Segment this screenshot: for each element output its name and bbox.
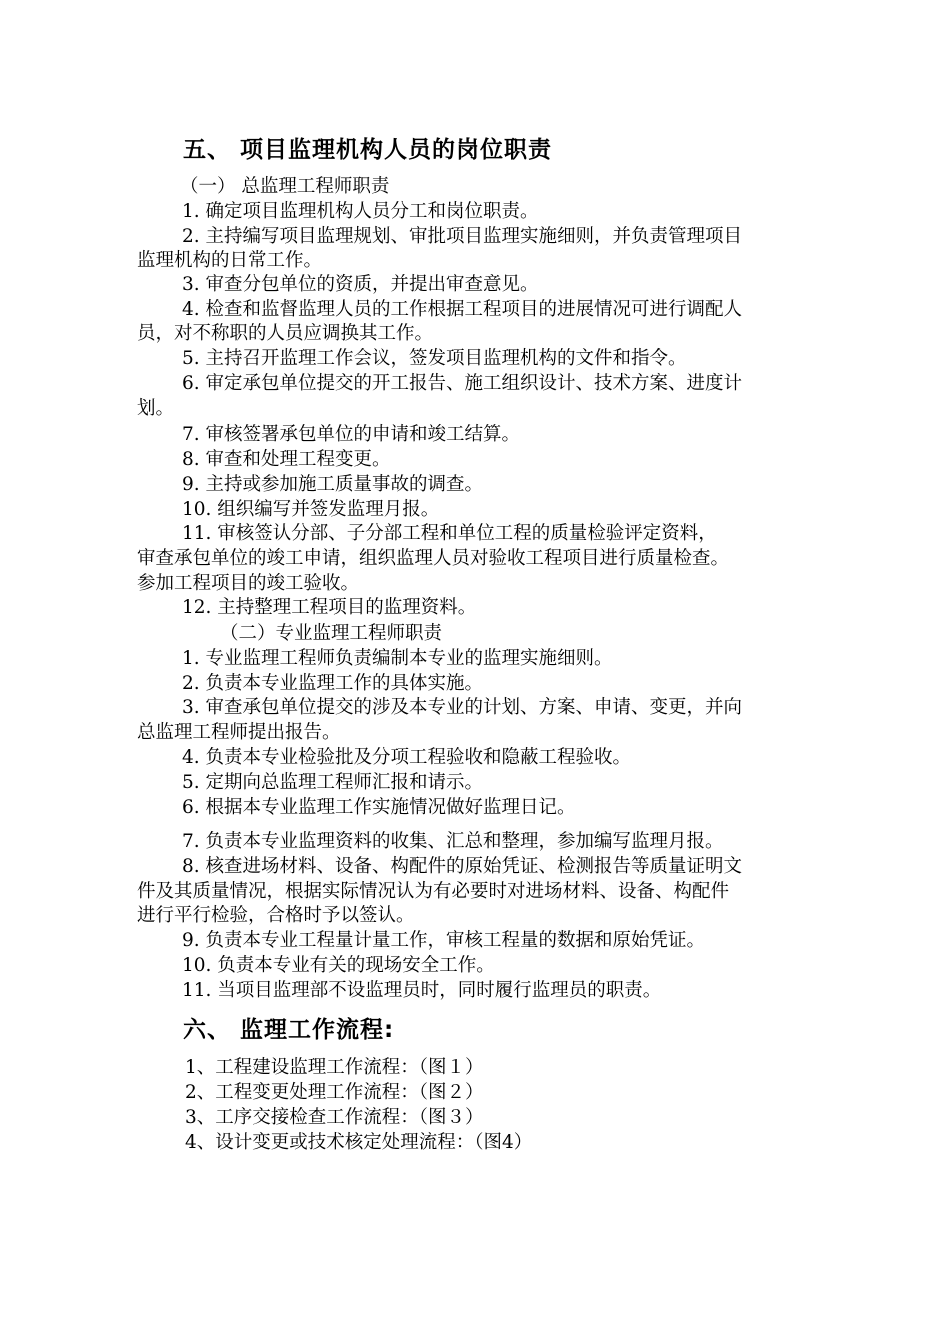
part-1-line: 2. 主持编写项目监理规划、审批项目监理实施细则，并负责管理项目: [182, 226, 743, 247]
part-2-line: 7. 负责本专业监理资料的收集、汇总和整理，参加编写监理月报。: [182, 831, 724, 852]
flow-item: 3、工序交接检查工作流程：（图３）: [185, 1107, 484, 1128]
part-1-line: 5. 主持召开监理工作会议，签发项目监理机构的文件和指令。: [182, 348, 687, 369]
part-1-line: 监理机构的日常工作。: [137, 250, 323, 271]
part-1-line: 3. 审查分包单位的资质，并提出审查意见。: [182, 274, 539, 295]
part-1-line: 8. 审查和处理工程变更。: [182, 449, 391, 470]
part-2-line: 总监理工程师提出报告。: [137, 722, 341, 743]
section-6-heading: 六、 监理工作流程:: [183, 1017, 395, 1043]
part-2-line: 进行平行检验，合格时予以签认。: [137, 905, 415, 926]
part-2-line: 件及其质量情况，根据实际情况认为有必要时对进场材料、设备、构配件: [137, 881, 730, 902]
part-1-line: 6. 审定承包单位提交的开工报告、施工组织设计、技术方案、进度计: [182, 373, 743, 394]
part-1-line: 员，对不称职的人员应调换其工作。: [137, 323, 434, 344]
part-1-line: 1. 确定项目监理机构人员分工和岗位职责。: [182, 201, 539, 222]
part-1-line: 划。: [137, 398, 175, 419]
part-2-line: 1. 专业监理工程师负责编制本专业的监理实施细则。: [182, 648, 613, 669]
part-2-line: 4. 负责本专业检验批及分项工程验收和隐蔽工程验收。: [182, 747, 632, 768]
part-2-line: 8. 核查进场材料、设备、构配件的原始凭证、检测报告等质量证明文: [182, 856, 743, 877]
section-5-heading: 五、 项目监理机构人员的岗位职责: [183, 137, 553, 163]
part-2-line: 2. 负责本专业监理工作的具体实施。: [182, 673, 484, 694]
part-2-line: 6. 根据本专业监理工作实施情况做好监理日记。: [182, 797, 576, 818]
part-1-title: （一） 总监理工程师职责: [180, 176, 390, 197]
part-1-line: 参加工程项目的竣工验收。: [137, 573, 360, 594]
part-1-line: 4. 检查和监督监理人员的工作根据工程项目的进展情况可进行调配人: [182, 299, 743, 320]
flow-item: 2、工程变更处理工作流程：（图２）: [185, 1082, 484, 1103]
part-1-line: 审查承包单位的竣工申请，组织监理人员对验收工程项目进行质量检查。: [137, 548, 730, 569]
flow-item: 1、工程建设监理工作流程：（图１）: [185, 1057, 484, 1078]
flow-item: 4、设计变更或技术核定处理流程：（图4）: [185, 1132, 533, 1153]
part-2-title: （二）专业监理工程师职责: [220, 623, 443, 644]
part-2-line: 5. 定期向总监理工程师汇报和请示。: [182, 772, 484, 793]
part-1-line: 10. 组织编写并签发监理月报。: [182, 499, 440, 520]
part-2-line: 3. 审查承包单位提交的涉及本专业的计划、方案、申请、变更，并向: [182, 697, 743, 718]
part-1-line: 7. 审核签署承包单位的申请和竣工结算。: [182, 424, 521, 445]
part-1-line: 11. 审核签认分部、子分部工程和单位工程的质量检验评定资料，: [182, 523, 717, 544]
part-1-line: 12. 主持整理工程项目的监理资料。: [182, 597, 477, 618]
part-2-line: 11. 当项目监理部不设监理员时，同时履行监理员的职责。: [182, 980, 662, 1001]
part-2-line: 9. 负责本专业工程量计量工作，审核工程量的数据和原始凭证。: [182, 930, 706, 951]
part-1-line: 9. 主持或参加施工质量事故的调查。: [182, 474, 484, 495]
part-2-line: 10. 负责本专业有关的现场安全工作。: [182, 955, 495, 976]
